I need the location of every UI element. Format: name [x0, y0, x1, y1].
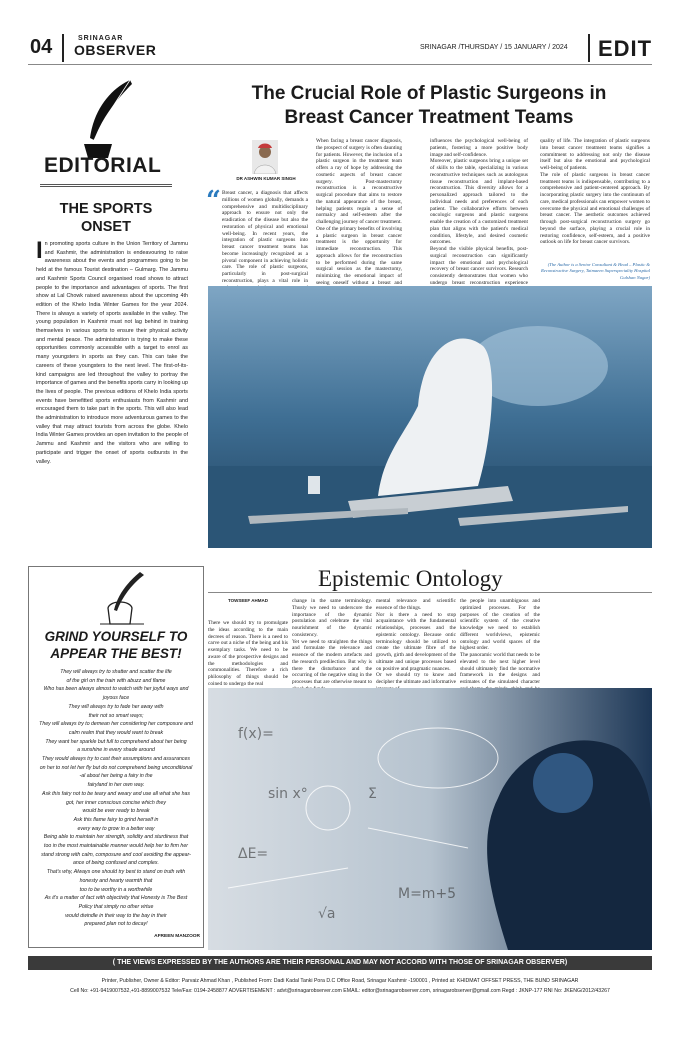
epistemic-column-3: mental relevance and scientific essence of the things. Nor is there a need to stop acquaintance with the fundamental relationships, processes and the epistemic ontology. Because ontic terminology should be utilized to create the ultimate fibre of the growth, girth and development of the ultimate and unique processes based on positive and pragmatic nuances. Or we should try to know and decipher the ultimate and informative — [376, 598, 456, 685]
poem-line: Policy that simply no other virtue — [78, 903, 154, 910]
math-head-illustration — [208, 688, 652, 950]
poem-line: would dwindle in their way to the bay in their — [65, 912, 167, 919]
svg-text:f(x)=: f(x)= — [238, 726, 274, 742]
poem-body — [34, 668, 198, 929]
editorial-title: THE SPORTS ONSET — [59, 201, 153, 235]
brand-logo: OBSERVER — [74, 42, 157, 58]
article-column-3: influences the psychological well-being of patients, fostering a more positive body image and self-confidence. Moreover, plastic surgeons bring a unique set of skills to the table, specializing in various reconstructive techniques such as autologous tissue reconstruction and implant-based reconstruction. This diversity allows for a personalized approach tailored to the individual needs and preferences of each patient. The collaborative efforts between oncologic surgeons and plastic surgeons enable the creation of a customized treatment plan that aligns with the patient's medical condition, lifestyle, and desired cosmetic outcomes. Beyond the visible physical benefits, post-surgical reconstruction can significantly impact the emotional and psychological recovery of breast cancer survivors. Research consistently demonstrates that women who undergo breast reconstruction experience — [430, 138, 528, 286]
poem-line: too in the most maintainable manner would help her to firm her — [44, 843, 188, 850]
drop-cap: I — [36, 237, 43, 264]
svg-text:M=m+5: M=m+5 — [398, 886, 457, 902]
poem-line: They will always try to shatter and scatter the life — [60, 669, 172, 675]
quill-icon — [72, 78, 142, 160]
poem-line: honesty and hearty warmth that — [79, 877, 153, 884]
author-photo — [252, 140, 278, 174]
poem-line: every way to grow in a better way — [77, 825, 155, 832]
imprint-line-2: Cell No: +91-9419007532,+91-8899007532 Tele/Fax: 0194-2458877 ADVERTISEMENT : advt@srinagarobserver.com EMAIL: editor@srinagarobserver.com, srinagarobserver@gmail.com Regd : JKNP-177 RNI No: JKENG/2012/43267 — [70, 988, 610, 994]
page-number: 04 — [30, 36, 53, 58]
poem-line: They will always try to demean her considering her composure and — [39, 721, 193, 728]
headline-line-2: Breast Cancer Treatment Teams — [284, 107, 574, 128]
article-headline — [206, 82, 652, 130]
editorial-label: EDITORIAL — [44, 154, 162, 177]
surgery-photo — [208, 286, 652, 548]
poem-line: of the girl on the train with abuzz and flame — [66, 677, 166, 684]
poem-line: Ask this flame fairy to grind herself in — [73, 816, 159, 823]
article-column-1: Breast cancer, a diagnosis that affects millions of women globally, demands a comprehensive and multidisciplinary approach to ensure not only the eradication of the disease but also the restoration of physical and emotional well-being. In recent years, the integration of plastic surgeons into breast cancer treatment teams has become increasingly recognized as a pivotal component in achieving holistic care. The role of plastic surgeons, particularly in post-surgical reconstruction, plays a vital role in — [222, 190, 308, 284]
poem-line: -al about her being a fairy in the — [79, 773, 153, 780]
svg-text:sin x°: sin x° — [268, 786, 308, 802]
section-label: EDIT — [598, 36, 653, 61]
poem-line: got, her inner conscious concise which they — [65, 799, 167, 806]
epistemic-column-1: There we should try to promulgate the ideas according to the main decrees of reason. There is a need to carve out a niche of the being and his exemplary tasks. We need to be aware of the prospective designs and the methodologies and commonalities. Therefore a rich philosophy of things should be coined to undergo the real — [208, 620, 288, 687]
poem-line: prepared plan not to decay! — [84, 921, 148, 928]
poem-line: They want her sparkle but full to comprehend about her being — [45, 738, 187, 745]
section-rule — [208, 592, 652, 593]
author-credit: (The Author is a Senior Consultant & Head – Plastic & Reconstructive Surgery, Tatmaeen Superspeciality Hospital Gulshan Nagar) — [541, 262, 650, 280]
epistemic-title: Epistemic Ontology — [318, 566, 503, 591]
svg-text:Σ: Σ — [368, 786, 377, 802]
poem-line: their not so smart ways; — [88, 712, 144, 719]
inkwell-icon — [90, 570, 154, 628]
editorial-text: n promoting sports culture in the Union Territory of Jammu and Kashmir, the administration is endeavouring to raise awareness about the events and programmes going to be held at the famous Tourist destination – Gulmarg. The Jammu and Kashmir Sports Council organised road shows to attract people to the importance and advantages of sports. The first show at Lal Chowk raised awareness about the upcoming 4th edition of the Khelo India Winter Games for the year 2024. There is always a variety of sports available in the valley. The young population in Kashmir must not lag behind in training themselves in various sports to ensure their physical activity and mental peace. The administration is trying to make these opportunities commonly accessible with a target to enrol as many youngsters in sports as they can. This can take the careers of these youngsters to the next level. The first-of-its-kind campaigns are led throughout the valley to portray the importance of games and the benefits sports carry in looking up the lives of people. The previous editions of Khelo India sports events have benefitted sports enthusiasts from Kashmir and encouraged them to take part in the sports. This will also lead the administration to introduce more adventurous games to the valley that may attract tourists from across the globe. Khelo India Winter Games provides an open invitation to the people of Jammu and Kashmir and the visitors who are willing to participate and trigger the onset of sports outbursts in the valley. — [36, 241, 188, 465]
poem-author: AFREEN MANZOOR — [154, 934, 200, 939]
poem-line: They would always try to cast their assumptions and assurances — [42, 756, 190, 763]
poem-line: joyous face — [102, 695, 130, 702]
poem-line: Who has been always almost to watch with her joyful ways and — [43, 686, 189, 693]
epistemic-column-2: change in the same terminology. Thusly we need to underscore the importance of the dynamic postulation and celebrate the vital nourishment of the dynamic consistency. Yet we need to straighten the things and formulate the relevance and essence of the modern artefacts and the research predilection. But why is there the disturbance and the occurring of the negative sting in the processes that are otherwise meant to — [292, 598, 372, 685]
poem-line: Being able to maintain her strength, solidity and sturdiness that — [43, 834, 189, 841]
poem-line: would be ever ready to break — [82, 808, 150, 815]
disclaimer-bar: ( THE VIEWS EXPRESSED BY THE AUTHORS ARE THEIR PERSONAL AND MAY NOT ACCORD WITH THOSE OF SRINAGAR OBSERVER) — [28, 956, 652, 970]
poem-line: calm realm that they would want to break — [68, 729, 164, 736]
poem-line: They will always try to fade her away with — [68, 703, 164, 710]
poem-line: a sunshine in every shade around — [77, 747, 155, 754]
poem-line: As it's a matter of fact with objectivity that Honesty is The Best — [44, 895, 188, 902]
brand-city: SRINAGAR — [78, 35, 124, 42]
svg-text:ΔE=: ΔE= — [238, 846, 269, 862]
article-column-2: When facing a breast cancer diagnosis, the prospect of surgery is often daunting for patients. However, the inclusion of a plastic surgeon in the treatment team offers a ray of hope by addressing the cosmetic aspects of breast cancer surgery. Post-mastectomy reconstruction is a reconstructive surgical procedure that aims to restore the natural appearance of the breast, helping patients regain a sense of normalcy and self-esteem after the challenging journey of cancer treatment. One of the primary benefits of involving a plastic surgeon in breast cancer treatment is the opportunity for immediate reconstruction. This approach allows for the reconstruction to be performed during the same surgical session as the mastectomy, minimizing the emotional impact of seeing oneself without a breast and — [316, 138, 402, 286]
poem-line: That's why, Always one should try best to stand on truth with — [46, 869, 186, 876]
poem-title: GRIND YOURSELF TO APPEAR THE BEST! — [44, 629, 188, 661]
poem-line: stand strong with calm, composure and cool avoiding the appear- — [41, 851, 191, 858]
epistemic-byline: TOWSEEF AHMAD — [228, 598, 268, 603]
dateline: SRINAGAR /THURSDAY / 15 JANUARY / 2024 — [420, 44, 568, 51]
quote-icon: “ — [206, 186, 221, 216]
imprint-line-1: Printer, Publisher, Owner & Editor: Parvaiz Ahmad Khan , Published From: Dadi Kadal Tanki Pora D.C Office Road, Srinagar Kashmir -190001 , Printed at: KHIDMAT OFFSET PRESS, THE BUND SRINAGAR — [101, 978, 579, 984]
poem-line: too to be worthy in a worthwhile — [79, 886, 153, 893]
section-divider — [588, 34, 590, 62]
article-byline: DR ASHWIN KUMAR SINGH — [236, 176, 296, 181]
editorial-body — [36, 237, 188, 466]
editorial-rule — [40, 184, 172, 185]
headline-line-1: The Crucial Role of Plastic Surgeons in — [251, 83, 607, 104]
poem-line: Ask this fairy not to be teary and weary and use all what she has — [42, 790, 190, 797]
masthead-divider — [62, 34, 64, 62]
editorial-rule — [40, 186, 172, 187]
poem-line: on her to not let her fly but do not comprehend being unconditional — [39, 764, 193, 771]
poem-line: fairyland in her own way. — [87, 782, 145, 789]
article-column-4: quality of life. The integration of plastic surgeons into breast cancer treatment teams signifies a commitment to addressing not only the disease itself but also the emotional and psychological well-being of patients. The role of plastic surgeons in breast cancer treatment teams is indispensable, contributing to a comprehensive and patient-centered approach. By incorporating plastic surgery into the continuum of care, medical professionals can empower women to overcome the physical and emotional challenges of breast cancer. The aesthetic outcomes achieved through post-surgical reconstruction surgery go beyond the surface, playing a crucial role in restoring confidence, self-esteem, and a positive outlook on life for breast cancer survivors. — [540, 138, 650, 246]
poem-line: ance of being confused and complex. — [73, 860, 159, 867]
svg-text:√a: √a — [318, 906, 336, 922]
epistemic-column-4: the people into unambiguous and optimized processes. For the purposes of the creation of the scientific system of the creative knowledge we need to establish different worldviews, epistemic ontology and world spaces of the highest order. The panoramic world that needs to be elevated to the next higher level should ultimately find the normative framework in the designs and estimates of the simulated character — [460, 598, 541, 685]
masthead-rule — [28, 64, 652, 65]
